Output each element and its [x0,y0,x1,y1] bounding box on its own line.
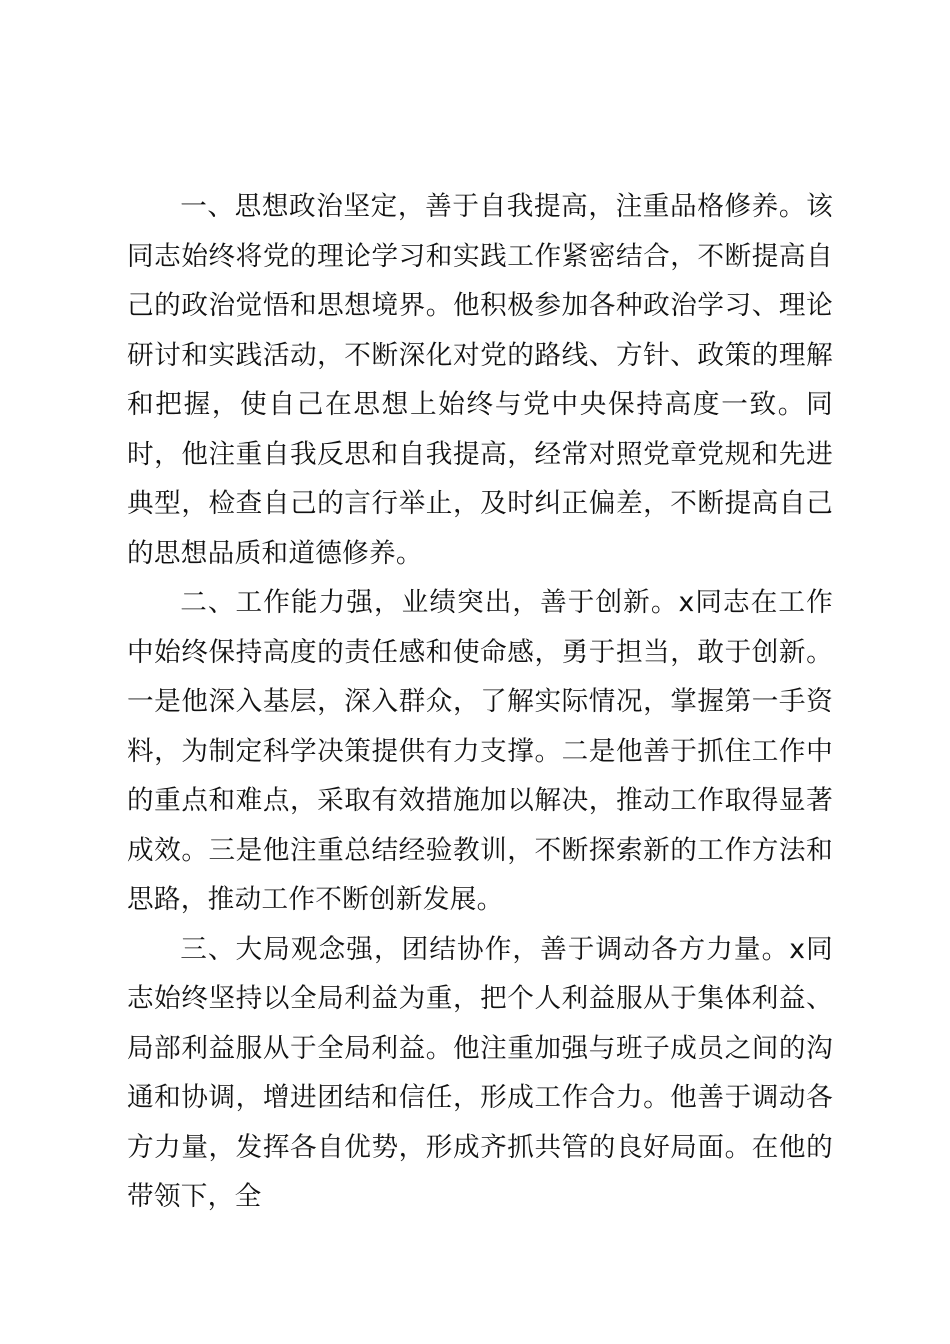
paragraph-3-heading: 三、大局观念强，团结协作，善于调动各方力量。 [180,933,790,965]
paragraph-2-heading: 二、工作能力强，业绩突出，善于创新。 [180,587,679,618]
document-body [127,182,833,1222]
paragraph-1-body: 该同志始终将党的理论学习和实践工作紧密结合，不断提高自己的政治觉悟和思想境界。他积极参加各种政治学习、理论研讨和实践活动，不断深化对党的路线、方针、政策的理解和把握，使自己在思想上始终与党中央保持高度一致。同时，他注重自我反思和自我提高，经常对照党章党规和先进典型，检查自己的言行举止，及时纠正偏差，不断提高自己的思想品质和道德修养。 [127,191,833,569]
paragraph-2-body: x同志在工作中始终保持高度的责任感和使命感，勇于担当，敢于创新。一是他深入基层，深入群众，了解实际情况，掌握第一手资料，为制定科学决策提供有力支撑。二是他善于抓住工作中的重点和难点，采取有效措施加以解决，推动工作取得显著成效。三是他注重总结经验教训，不断探索新的工作方法和思路，推动工作不断创新发展。 [127,587,833,915]
paragraph-1 [127,182,833,578]
paragraph-3-body: x同志始终坚持以全局利益为重，把个人利益服从于集体利益、局部利益服从于全局利益。他注重加强与班子成员之间的沟通和协调，增进团结和信任，形成工作合力。他善于调动各方力量，发挥各自优势，形成齐抓共管的良好局面。在他的带领下，全 [127,933,833,1212]
paragraph-3 [127,925,833,1222]
paragraph-2 [127,578,833,925]
paragraph-1-heading: 一、思想政治坚定，善于自我提高，注重品格修养。 [180,191,807,222]
